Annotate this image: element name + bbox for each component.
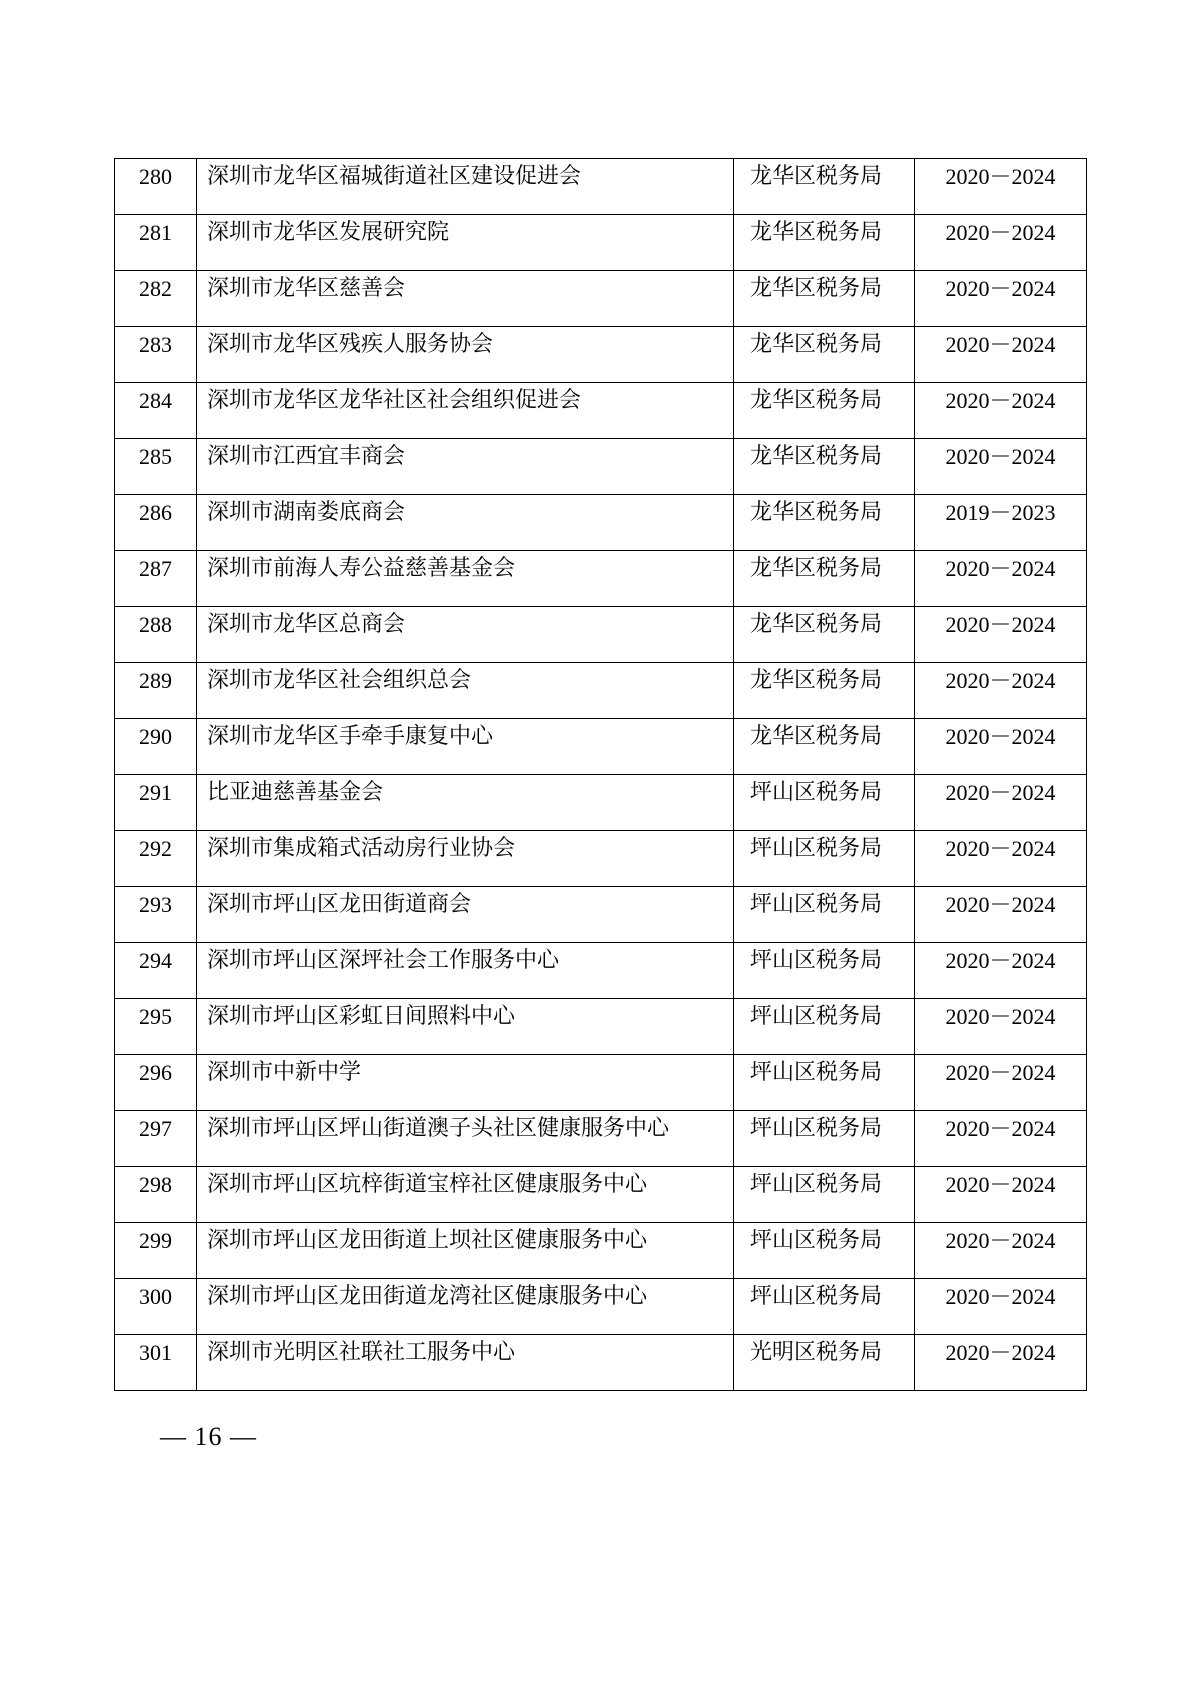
- row-number-cell-text: 294: [139, 948, 172, 973]
- validity-period-cell: [915, 1335, 1087, 1391]
- validity-period-cell: [915, 1111, 1087, 1167]
- organization-name-cell-text: 深圳市龙华区总商会: [207, 612, 406, 637]
- row-number-cell: [115, 663, 197, 719]
- validity-period-cell-text: 2020－2024: [945, 444, 1056, 469]
- organization-name-cell-text: 深圳市龙华区慈善会: [207, 276, 406, 301]
- tax-bureau-cell-text: 坪山区税务局: [750, 1116, 883, 1141]
- table-row: [115, 607, 1087, 663]
- tax-bureau-cell-text: 龙华区税务局: [750, 500, 883, 525]
- row-number-cell-text: 288: [139, 612, 172, 637]
- validity-period-cell-text: 2020－2024: [945, 1060, 1056, 1085]
- table-row: [115, 775, 1087, 831]
- organization-name-cell: [197, 999, 734, 1055]
- tax-bureau-cell-text: 坪山区税务局: [750, 1172, 883, 1197]
- table-row: [115, 159, 1087, 215]
- organization-name-cell: [197, 663, 734, 719]
- validity-period-cell-text: 2020－2024: [945, 948, 1056, 973]
- row-number-cell-text: 299: [139, 1228, 172, 1253]
- row-number-cell-text: 287: [139, 556, 172, 581]
- validity-period-cell-text: 2020－2024: [945, 1004, 1056, 1029]
- tax-bureau-cell: [734, 271, 915, 327]
- row-number-cell-text: 293: [139, 892, 172, 917]
- row-number-cell-text: 298: [139, 1172, 172, 1197]
- organization-name-cell-text: 深圳市前海人寿公益慈善基金会: [207, 556, 516, 581]
- tax-bureau-cell-text: 坪山区税务局: [750, 892, 883, 917]
- table-row: [115, 663, 1087, 719]
- row-number-cell: [115, 215, 197, 271]
- table-row: [115, 1335, 1087, 1391]
- row-number-cell-text: 300: [139, 1284, 172, 1309]
- tax-bureau-cell: [734, 1167, 915, 1223]
- organization-name-cell-text: 深圳市坪山区龙田街道商会: [207, 892, 472, 917]
- validity-period-cell: [915, 215, 1087, 271]
- row-number-cell-text: 296: [139, 1060, 172, 1085]
- row-number-cell: [115, 1167, 197, 1223]
- validity-period-cell-text: 2020－2024: [945, 724, 1056, 749]
- validity-period-cell: [915, 551, 1087, 607]
- validity-period-cell: [915, 831, 1087, 887]
- table-row: [115, 1111, 1087, 1167]
- validity-period-cell: [915, 719, 1087, 775]
- tax-bureau-cell-text: 坪山区税务局: [750, 1004, 883, 1029]
- organization-name-cell: [197, 439, 734, 495]
- tax-bureau-cell-text: 龙华区税务局: [750, 444, 883, 469]
- row-number-cell: [115, 1279, 197, 1335]
- tax-bureau-cell: [734, 383, 915, 439]
- row-number-cell-text: 295: [139, 1004, 172, 1029]
- tax-bureau-cell-text: 龙华区税务局: [750, 612, 883, 637]
- organization-name-cell: [197, 1111, 734, 1167]
- tax-bureau-cell: [734, 551, 915, 607]
- validity-period-cell: [915, 439, 1087, 495]
- table-row: [115, 1223, 1087, 1279]
- organization-name-cell: [197, 383, 734, 439]
- organization-name-cell: [197, 551, 734, 607]
- organization-name-cell: [197, 1335, 734, 1391]
- validity-period-cell-text: 2020－2024: [945, 332, 1056, 357]
- row-number-cell: [115, 551, 197, 607]
- row-number-cell: [115, 831, 197, 887]
- row-number-cell-text: 286: [139, 500, 172, 525]
- row-number-cell: [115, 719, 197, 775]
- validity-period-cell-text: 2020－2024: [945, 1340, 1056, 1365]
- tax-bureau-cell-text: 龙华区税务局: [750, 220, 883, 245]
- tax-bureau-cell-text: 坪山区税务局: [750, 780, 883, 805]
- row-number-cell: [115, 439, 197, 495]
- tax-bureau-cell: [734, 159, 915, 215]
- validity-period-cell-text: 2020－2024: [945, 668, 1056, 693]
- row-number-cell: [115, 159, 197, 215]
- row-number-cell: [115, 943, 197, 999]
- row-number-cell: [115, 495, 197, 551]
- validity-period-cell: [915, 1223, 1087, 1279]
- tax-bureau-cell: [734, 327, 915, 383]
- row-number-cell: [115, 1055, 197, 1111]
- row-number-cell-text: 289: [139, 668, 172, 693]
- validity-period-cell-text: 2020－2024: [945, 220, 1056, 245]
- tax-bureau-cell: [734, 663, 915, 719]
- row-number-cell-text: 291: [139, 780, 172, 805]
- tax-bureau-cell: [734, 607, 915, 663]
- validity-period-cell-text: 2020－2024: [945, 892, 1056, 917]
- tax-bureau-cell: [734, 999, 915, 1055]
- organization-name-cell: [197, 1279, 734, 1335]
- tax-bureau-cell-text: 坪山区税务局: [750, 1228, 883, 1253]
- validity-period-cell-text: 2020－2024: [945, 1172, 1056, 1197]
- row-number-cell-text: 301: [139, 1340, 172, 1365]
- validity-period-cell-text: 2020－2024: [945, 1228, 1056, 1253]
- row-number-cell: [115, 271, 197, 327]
- organization-name-cell: [197, 1223, 734, 1279]
- tax-bureau-cell: [734, 215, 915, 271]
- table-row: [115, 215, 1087, 271]
- row-number-cell-text: 285: [139, 444, 172, 469]
- row-number-cell: [115, 775, 197, 831]
- row-number-cell: [115, 1335, 197, 1391]
- validity-period-cell: [915, 663, 1087, 719]
- organization-name-cell-text: 深圳市龙华区福城街道社区建设促进会: [207, 164, 582, 189]
- tax-bureau-cell-text: 龙华区税务局: [750, 276, 883, 301]
- organization-name-cell-text: 深圳市坪山区龙田街道上坝社区健康服务中心: [207, 1228, 648, 1253]
- row-number-cell-text: 280: [139, 164, 172, 189]
- validity-period-cell: [915, 159, 1087, 215]
- tax-bureau-cell-text: 龙华区税务局: [750, 556, 883, 581]
- tax-bureau-cell-text: 光明区税务局: [750, 1340, 883, 1365]
- organization-name-cell-text: 深圳市龙华区龙华社区社会组织促进会: [207, 388, 582, 413]
- tax-bureau-cell: [734, 1279, 915, 1335]
- organization-name-cell-text: 深圳市龙华区手牵手康复中心: [207, 724, 494, 749]
- organization-name-cell-text: 深圳市龙华区残疾人服务协会: [207, 332, 494, 357]
- organization-name-cell-text: 深圳市光明区社联社工服务中心: [207, 1340, 516, 1365]
- row-number-cell-text: 284: [139, 388, 172, 413]
- tax-bureau-cell-text: 坪山区税务局: [750, 836, 883, 861]
- row-number-cell: [115, 327, 197, 383]
- validity-period-cell-text: 2019－2023: [945, 500, 1056, 525]
- table-row: [115, 887, 1087, 943]
- organization-table: [114, 158, 1087, 1391]
- tax-bureau-cell-text: 龙华区税务局: [750, 164, 883, 189]
- organization-name-cell: [197, 215, 734, 271]
- organization-name-cell-text: 深圳市坪山区彩虹日间照料中心: [207, 1004, 516, 1029]
- validity-period-cell-text: 2020－2024: [945, 388, 1056, 413]
- validity-period-cell-text: 2020－2024: [945, 836, 1056, 861]
- tax-bureau-cell: [734, 1223, 915, 1279]
- row-number-cell-text: 290: [139, 724, 172, 749]
- validity-period-cell: [915, 607, 1087, 663]
- organization-name-cell-text: 深圳市中新中学: [207, 1060, 362, 1085]
- organization-name-cell: [197, 887, 734, 943]
- table-row: [115, 271, 1087, 327]
- organization-name-cell-text: 深圳市龙华区社会组织总会: [207, 668, 472, 693]
- row-number-cell-text: 283: [139, 332, 172, 357]
- row-number-cell: [115, 1223, 197, 1279]
- row-number-cell: [115, 887, 197, 943]
- tax-bureau-cell-text: 龙华区税务局: [750, 332, 883, 357]
- tax-bureau-cell: [734, 439, 915, 495]
- tax-bureau-cell: [734, 831, 915, 887]
- row-number-cell: [115, 999, 197, 1055]
- organization-name-cell-text: 深圳市湖南娄底商会: [207, 500, 406, 525]
- page-number: — 16 —: [160, 1422, 257, 1451]
- tax-bureau-cell: [734, 775, 915, 831]
- table-row: [115, 943, 1087, 999]
- tax-bureau-cell-text: 坪山区税务局: [750, 1284, 883, 1309]
- organization-name-cell: [197, 831, 734, 887]
- validity-period-cell: [915, 887, 1087, 943]
- organization-name-cell: [197, 607, 734, 663]
- tax-bureau-cell: [734, 719, 915, 775]
- tax-bureau-cell: [734, 495, 915, 551]
- organization-name-cell-text: 深圳市坪山区龙田街道龙湾社区健康服务中心: [207, 1284, 648, 1309]
- table-row: [115, 719, 1087, 775]
- row-number-cell-text: 282: [139, 276, 172, 301]
- tax-bureau-cell: [734, 1055, 915, 1111]
- organization-name-cell-text: 深圳市集成箱式活动房行业协会: [207, 836, 516, 861]
- validity-period-cell-text: 2020－2024: [945, 612, 1056, 637]
- validity-period-cell: [915, 999, 1087, 1055]
- organization-name-cell: [197, 719, 734, 775]
- table-row: [115, 999, 1087, 1055]
- organization-name-cell: [197, 775, 734, 831]
- table-row: [115, 383, 1087, 439]
- organization-name-cell: [197, 271, 734, 327]
- organization-name-cell-text: 深圳市江西宜丰商会: [207, 444, 406, 469]
- table-row: [115, 551, 1087, 607]
- row-number-cell: [115, 383, 197, 439]
- validity-period-cell: [915, 775, 1087, 831]
- validity-period-cell: [915, 1167, 1087, 1223]
- validity-period-cell-text: 2020－2024: [945, 1284, 1056, 1309]
- table-row: [115, 439, 1087, 495]
- organization-name-cell: [197, 495, 734, 551]
- validity-period-cell-text: 2020－2024: [945, 276, 1056, 301]
- organization-name-cell: [197, 1167, 734, 1223]
- validity-period-cell: [915, 271, 1087, 327]
- organization-name-cell-text: 深圳市坪山区坪山街道澳子头社区健康服务中心: [207, 1116, 670, 1141]
- validity-period-cell: [915, 1055, 1087, 1111]
- table-row: [115, 1167, 1087, 1223]
- tax-bureau-cell-text: 龙华区税务局: [750, 724, 883, 749]
- table-row: [115, 327, 1087, 383]
- tax-bureau-cell-text: 龙华区税务局: [750, 388, 883, 413]
- tax-bureau-cell: [734, 1335, 915, 1391]
- table-row: [115, 831, 1087, 887]
- validity-period-cell: [915, 1279, 1087, 1335]
- validity-period-cell-text: 2020－2024: [945, 1116, 1056, 1141]
- row-number-cell-text: 281: [139, 220, 172, 245]
- tax-bureau-cell-text: 坪山区税务局: [750, 1060, 883, 1085]
- validity-period-cell-text: 2020－2024: [945, 556, 1056, 581]
- tax-bureau-cell: [734, 943, 915, 999]
- organization-name-cell: [197, 327, 734, 383]
- tax-bureau-cell-text: 坪山区税务局: [750, 948, 883, 973]
- tax-bureau-cell-text: 龙华区税务局: [750, 668, 883, 693]
- organization-name-cell-text: 比亚迪慈善基金会: [207, 780, 384, 805]
- row-number-cell: [115, 1111, 197, 1167]
- table-row: [115, 1055, 1087, 1111]
- row-number-cell: [115, 607, 197, 663]
- validity-period-cell: [915, 495, 1087, 551]
- validity-period-cell: [915, 383, 1087, 439]
- organization-name-cell: [197, 943, 734, 999]
- organization-name-cell-text: 深圳市坪山区坑梓街道宝梓社区健康服务中心: [207, 1172, 648, 1197]
- row-number-cell-text: 292: [139, 836, 172, 861]
- validity-period-cell: [915, 943, 1087, 999]
- organization-name-cell-text: 深圳市坪山区深坪社会工作服务中心: [207, 948, 560, 973]
- row-number-cell-text: 297: [139, 1116, 172, 1141]
- table-row: [115, 495, 1087, 551]
- organization-name-cell-text: 深圳市龙华区发展研究院: [207, 220, 450, 245]
- validity-period-cell-text: 2020－2024: [945, 780, 1056, 805]
- organization-name-cell: [197, 159, 734, 215]
- validity-period-cell: [915, 327, 1087, 383]
- organization-name-cell: [197, 1055, 734, 1111]
- validity-period-cell-text: 2020－2024: [945, 164, 1056, 189]
- tax-bureau-cell: [734, 887, 915, 943]
- table-row: [115, 1279, 1087, 1335]
- tax-bureau-cell: [734, 1111, 915, 1167]
- table-body: [115, 159, 1087, 1391]
